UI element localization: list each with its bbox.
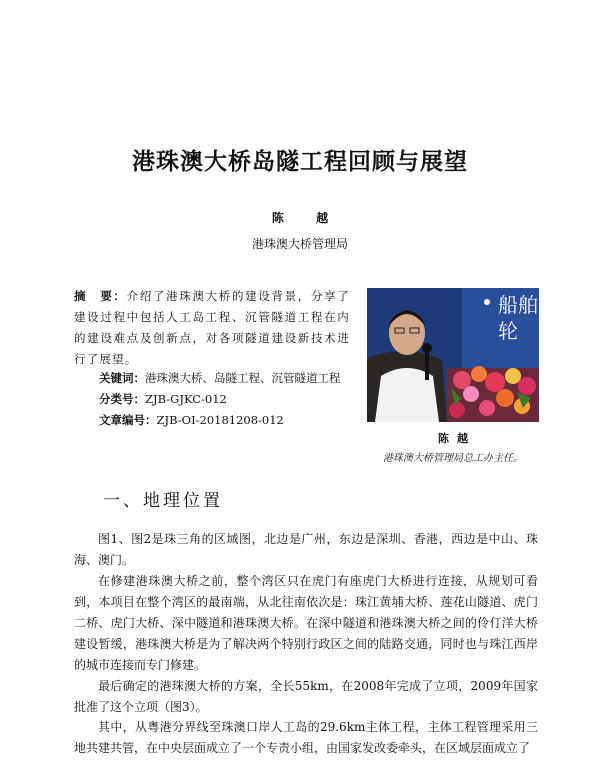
keywords-text: 港珠澳大桥、岛隧工程、沉管隧道工程 [145, 371, 341, 385]
section-heading: 一、地理位置 [103, 491, 223, 511]
abstract-text: 介绍了港珠澳大桥的建设背景，分享了建设过程中包括人工岛工程、沉管隧道工程在内的建设难点及创新点，对各项隧道建设新技术进行了展望。 [74, 289, 350, 366]
class-label: 分类号： [99, 392, 145, 406]
abstract [74, 286, 350, 370]
author-photo [367, 288, 539, 422]
abstract-label: 摘 要： [74, 289, 127, 303]
body-paragraph-1: 图1、图2是珠三角的区域图，北边是广州，东边是深圳、香港，西边是中山、珠海、澳门。 [74, 532, 538, 567]
author-affiliation: 港珠澳大桥管理局 [251, 237, 348, 251]
slide-text-1: 船舶 [498, 293, 538, 317]
slide-text-2: 轮 [498, 319, 518, 343]
article-text: ZJB-OI-20181208-012 [156, 413, 284, 427]
body-paragraph-3: 最后确定的港珠澳大桥的方案，全长55km，在2008年完成了立项，2009年国家批准了这个立项（图3）。 [74, 679, 538, 714]
photo-caption-title: 港珠澳大桥管理局总工办主任。 [383, 453, 523, 464]
author-name: 陈 越 [271, 211, 343, 225]
body-paragraph-2: 在修建港珠澳大桥之前，整个湾区只在虎门有座虎门大桥进行连接，从规划可看到，本项目在整个湾区的最南端，从北往南依次是：珠江黄埔大桥、莲花山隧道、虎门二桥、虎门大桥、深中隧道和港珠澳大桥。在深中隧道和港珠澳大桥之间的伶仃洋大桥建设暂缓，港珠澳大桥是为了解决两个特别行政区之间的陆路交通，同时也与珠江西岸的城市连接而专门修建。 [74, 574, 538, 672]
article-label: 文章编号： [99, 413, 157, 427]
paper-title: 港珠澳大桥岛隧工程回顾与展望 [132, 148, 468, 175]
keywords [99, 370, 359, 386]
classification [99, 391, 359, 407]
class-text: ZJB-GJKC-012 [145, 392, 227, 406]
keywords-label: 关键词： [99, 371, 145, 385]
photo-caption-name: 陈越 [438, 432, 476, 445]
article-number [99, 412, 359, 428]
body-paragraph-4: 其中，从粤港分界线至珠澳口岸人工岛的29.6km主体工程，主体工程管理采用三地共建共管，在中央层面成立了一个专责小组，由国家发改委牵头，在区域层面成立了 [74, 720, 538, 755]
